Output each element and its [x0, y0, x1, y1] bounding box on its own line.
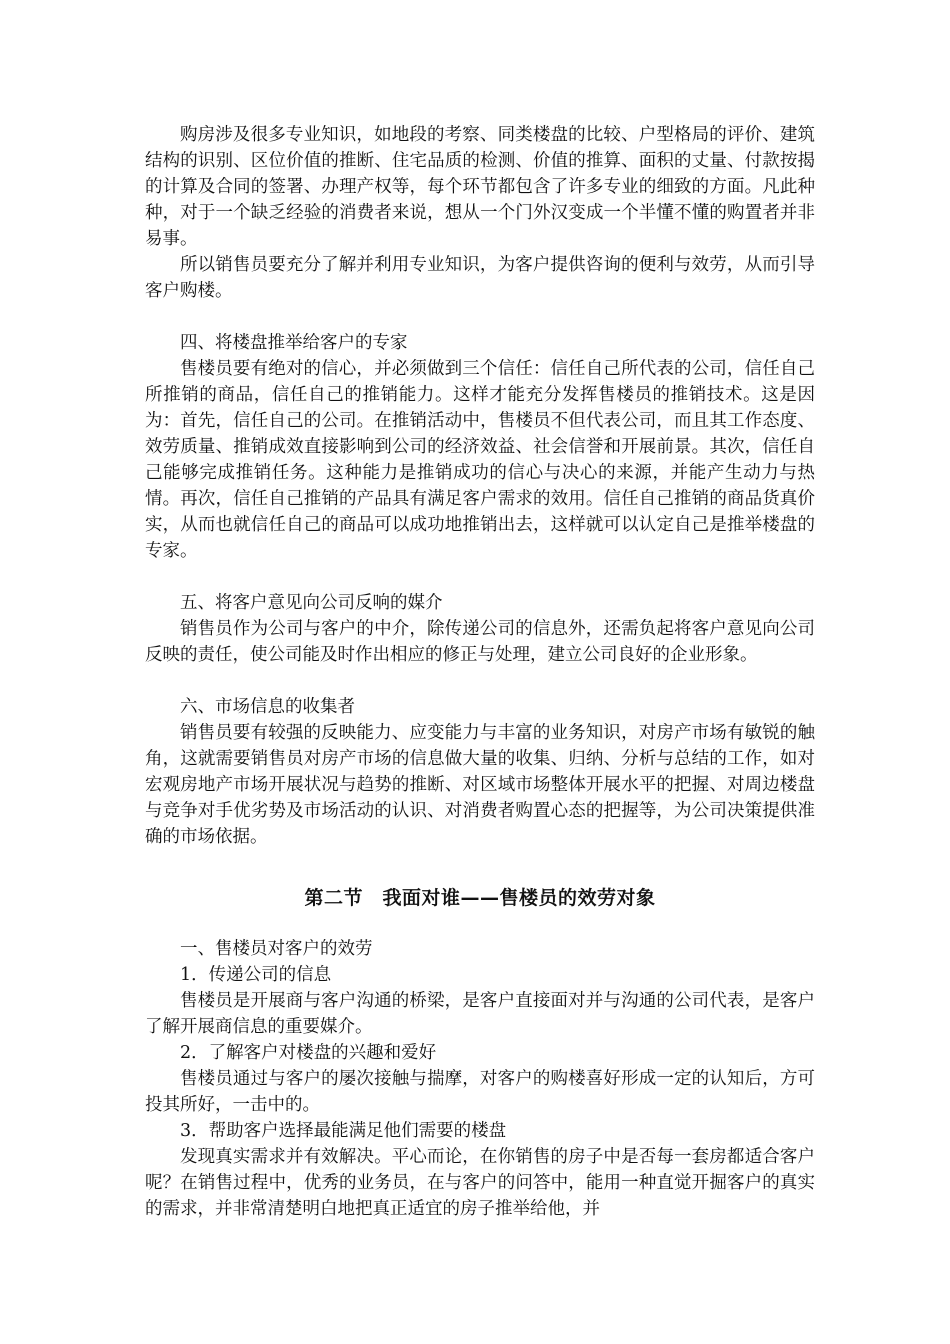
page-bottom-margin — [0, 1304, 950, 1344]
heading-market-info: 六、市场信息的收集者 — [180, 697, 355, 717]
section-title: 第二节 我面对谁——售楼员的效劳对象 — [304, 887, 656, 909]
heading-recommend-expert: 四、将楼盘推举给客户的专家 — [180, 333, 408, 353]
paragraph-customer-preferences: 售楼员通过与客户的屡次接触与揣摩，对客户的购楼喜好形成一定的认知后，方可投其所好，一击中的。 — [145, 1069, 815, 1115]
heading-service-to-customers: 一、售楼员对客户的效劳 — [180, 939, 373, 959]
paragraph-feedback: 销售员作为公司与客户的中介，除传递公司的信息外，还需负起将客户意见向公司反映的责任，使公司能及时作出相应的修正与处理，建立公司良好的企业形象。 — [145, 619, 815, 665]
paragraph-real-needs: 发现真实需求并有效解决。平心而论，在你销售的房子中是否每一套房都适合客户呢？在销售过程中，优秀的业务员，在与客户的问答中，能用一种直觉开掘客户的真实的需求，并非常清楚明白地把真正适宜的房子推举给他，并 — [145, 1147, 815, 1219]
paragraph-three-trusts: 售楼员要有绝对的信心，并必须做到三个信任：信任自己所代表的公司，信任自己所推销的商品，信任自己的推销能力。这样才能充分发挥售楼员的推销技术。这是因为：首先，信任自己的公司。在推销活动中，售楼员不但代表公司，而且其工作态度、效劳质量、推销成效直接影响到公司的经济效益、社会信誉和开展前景。其次，信任自己能够完成推销任务。这种能力是推销成功的信心与决心的来源，并能产生动力与热情。再次，信任自己推销的产品具有满足客户需求的效用。信任自己推销的商品货真价实，从而也就信任自己的商品可以成功地推销出去，这样就可以认定自己是推举楼盘的专家。 — [145, 359, 815, 561]
paragraph-market-info: 销售员要有较强的反映能力、应变能力与丰富的业务知识，对房产市场有敏锐的触角，这就需要销售员对房产市场的信息做大量的收集、归纳、分析与总结的工作，如对宏观房地产市场开展状况与趋势的推断、对区域市场整体开展水平的把握、对周边楼盘与竞争对手优劣势及市场活动的认识、对消费者购置心态的把握等，为公司决策提供准确的市场依据。 — [145, 723, 815, 847]
subheading-convey-info: 1．传递公司的信息 — [180, 965, 332, 985]
heading-feedback-medium: 五、将客户意见向公司反响的媒介 — [180, 593, 443, 613]
document-page — [145, 122, 815, 1222]
paragraph-professional-knowledge: 购房涉及很多专业知识，如地段的考察、同类楼盘的比较、户型格局的评价、建筑结构的识别、区位价值的推断、住宅品质的检测、价值的推算、面积的丈量、付款按揭的计算及合同的签署、办理产权等，每个环节都包含了许多专业的细致的方面。凡此种种，对于一个缺乏经验的消费者来说，想从一个门外汉变成一个半懂不懂的购置者并非易事。 — [145, 125, 815, 249]
paragraph-bridge: 售楼员是开展商与客户沟通的桥梁，是客户直接面对并与沟通的公司代表，是客户了解开展商信息的重要媒介。 — [145, 991, 815, 1037]
subheading-understand-interests: 2．了解客户对楼盘的兴趣和爱好 — [180, 1043, 437, 1063]
subheading-help-choose: 3．帮助客户选择最能满足他们需要的楼盘 — [180, 1121, 507, 1141]
paragraph-guide-customers: 所以销售员要充分了解并利用专业知识，为客户提供咨询的便利与效劳，从而引导客户购楼。 — [145, 255, 815, 301]
